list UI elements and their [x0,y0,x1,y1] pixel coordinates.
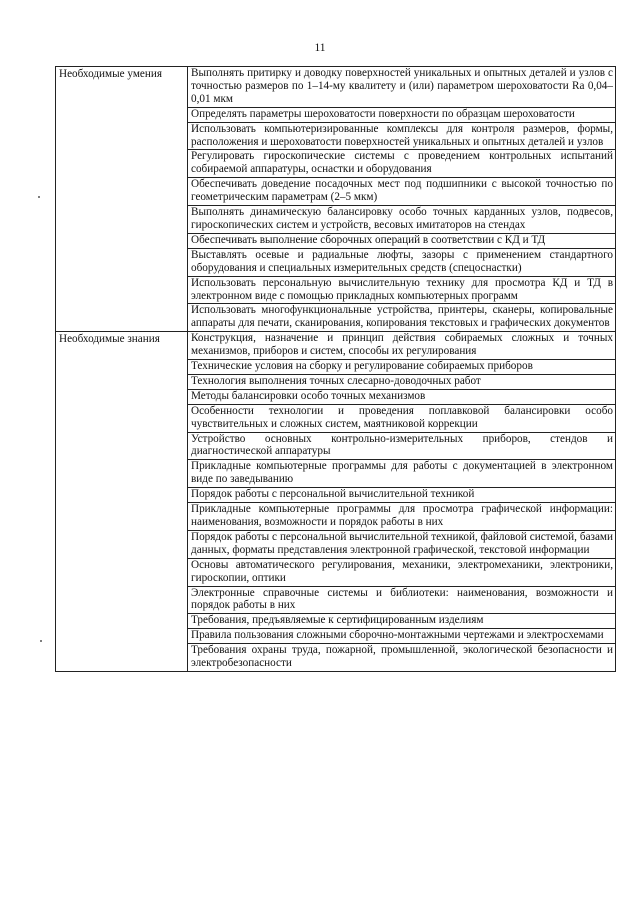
table-body [56,67,616,672]
page-number: 11 [314,42,326,54]
requirement-item: Определять параметры шероховатости поверхности по образцам шероховатости [188,107,616,122]
requirement-item: Технология выполнения точных слесарно-доводочных работ [188,374,616,389]
requirement-item: Методы балансировки особо точных механизмов [188,389,616,404]
requirements-table [55,66,616,672]
scan-artifact [40,640,42,642]
requirement-item: Использовать многофункциональные устройства, принтеры, сканеры, копировальные аппараты для печати, сканирования, копирования текстовых и графических документов [188,304,616,332]
requirement-item: Порядок работы с персональной вычислительной техникой [188,488,616,503]
requirement-item: Использовать компьютеризированные комплексы для контроля размеров, формы, расположения и шероховатости поверхностей уникальных и опытных деталей и узлов [188,122,616,150]
requirement-item: Особенности технологии и проведения поплавковой балансировки особо чувствительных и сложных систем, маятниковой коррекции [188,404,616,432]
scan-artifact [38,196,40,198]
requirement-item: Выполнять притирку и доводку поверхностей уникальных и опытных деталей и узлов с точностью размеров по 1–14-му квалитету и (или) параметром шероховатости Ra 0,04–0,01 мкм [188,67,616,108]
requirement-item: Порядок работы с персональной вычислительной техникой, файловой системой, базами данных, форматы представления электронной графической, текстовой информации [188,530,616,558]
table-row [56,67,616,108]
section-heading: Необходимые знания [56,332,188,672]
requirement-item: Требования, предъявляемые к сертифицированным изделиям [188,614,616,629]
requirement-item: Обеспечивать доведение посадочных мест под подшипники с высокой точностью по геометрическим параметрам (2–5 мкм) [188,178,616,206]
requirement-item: Правила пользования сложными сборочно-монтажными чертежами и электросхемами [188,629,616,644]
requirement-item: Основы автоматического регулирования, механики, электромеханики, электроники, гироскопии, оптики [188,558,616,586]
requirement-item: Устройство основных контрольно-измерительных приборов, стендов и диагностической аппаратуры [188,432,616,460]
requirement-item: Технические условия на сборку и регулирование собираемых приборов [188,360,616,375]
requirement-item: Прикладные компьютерные программы для просмотра графической информации: наименования, возможности и порядок работы в них [188,503,616,531]
requirement-item: Выставлять осевые и радиальные люфты, зазоры с применением стандартного оборудования и специальных измерительных средств (спецоснастки) [188,248,616,276]
section-heading: Необходимые умения [56,67,188,332]
table-row [56,332,616,360]
requirement-item: Конструкция, назначение и принцип действия собираемых сложных и точных механизмов, приборов и систем, способы их регулирования [188,332,616,360]
requirement-item: Электронные справочные системы и библиотеки: наименования, возможности и порядок работы в них [188,586,616,614]
requirement-item: Обеспечивать выполнение сборочных операций в соответствии с КД и ТД [188,233,616,248]
requirement-item: Регулировать гироскопические системы с проведением контрольных испытаний собираемой аппаратуры, оснастки и оборудования [188,150,616,178]
requirement-item: Требования охраны труда, пожарной, промышленной, экологической безопасности и электробезопасности [188,644,616,672]
requirement-item: Выполнять динамическую балансировку особо точных карданных узлов, подвесов, гироскопических систем и устройств, весовых имитаторов на стендах [188,206,616,234]
requirement-item: Прикладные компьютерные программы для работы с документацией в электронном виде по заведыванию [188,460,616,488]
requirement-item: Использовать персональную вычислительную технику для просмотра КД и ТД в электронном виде с помощью прикладных компьютерных программ [188,276,616,304]
